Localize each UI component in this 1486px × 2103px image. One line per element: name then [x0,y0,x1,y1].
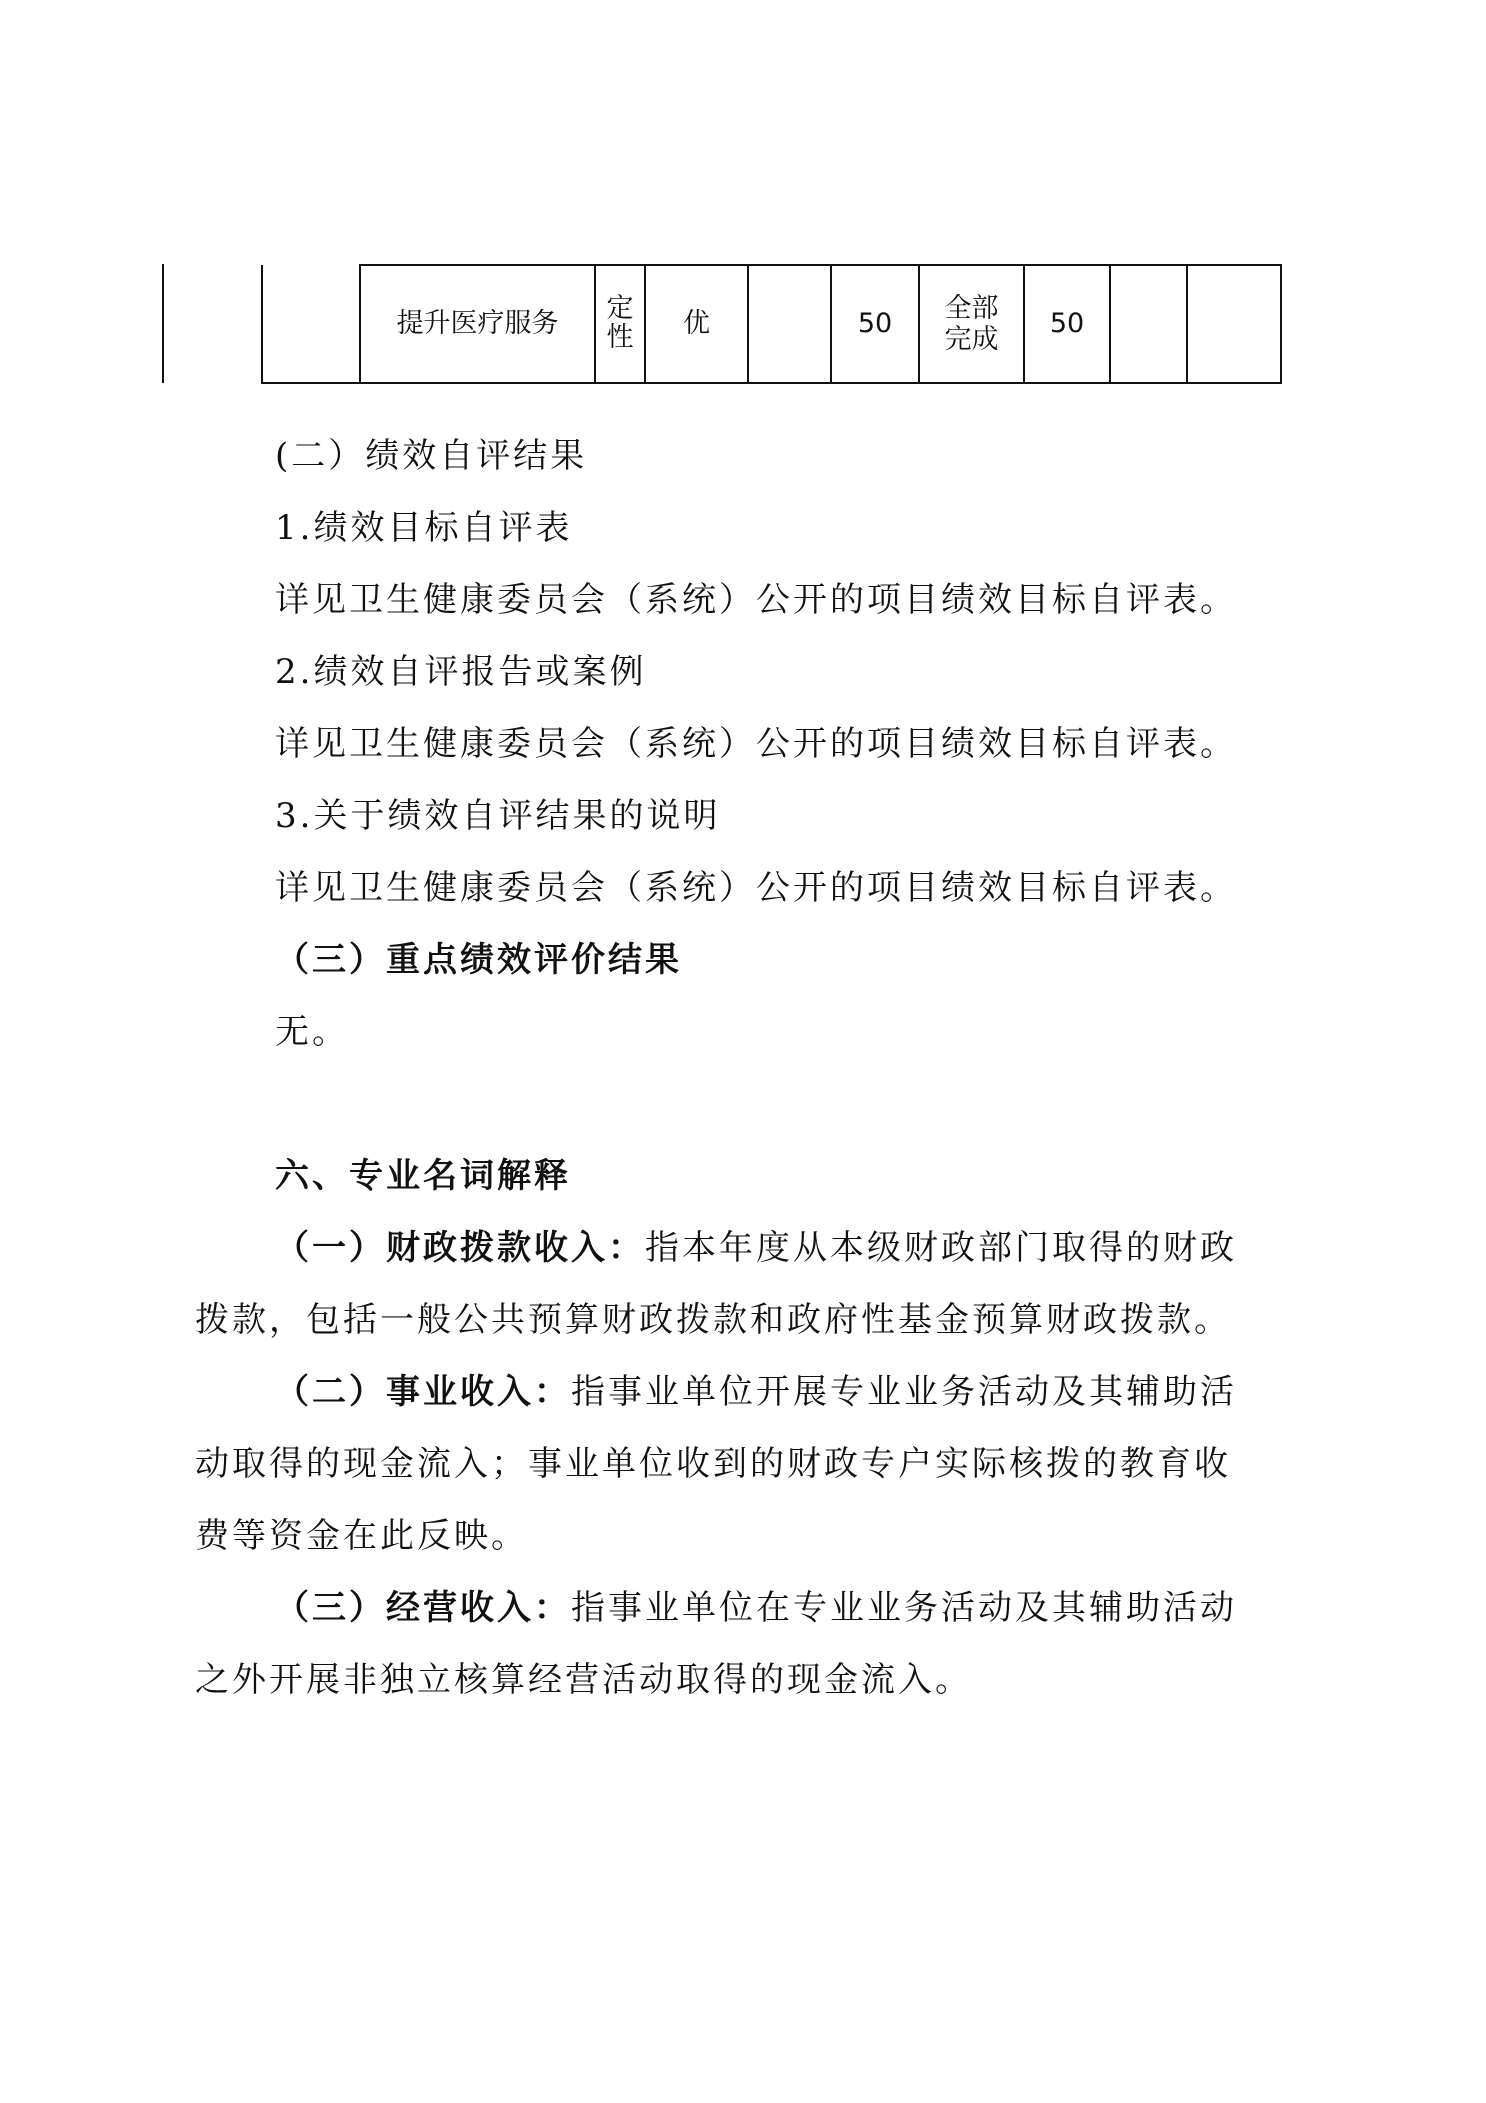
glossary-p2-term: （二）事业收入： [275,1372,571,1412]
glossary-p3-line1 [275,1586,1237,1630]
item1-body: 详见卫生健康委员会（系统）公开的项目绩效目标自评表。 [275,580,1237,620]
glossary-p3-text: 指事业单位在专业业务活动及其辅助活动 [571,1588,1237,1628]
glossary-p2-line2: 动取得的现金流入；事业单位收到的财政专户实际核拨的教育收 [195,1444,1231,1484]
glossary-p1-line1 [275,1226,1237,1270]
score-cell: 50 [1024,265,1110,383]
glossary-p2-line1 [275,1370,1237,1414]
empty-cell-2 [1110,265,1187,383]
completion-cell [919,265,1024,383]
indicator-cell: 提升医疗服务 [360,265,595,383]
glossary-p3-line2: 之外开展非独立核算经营活动取得的现金流入。 [195,1660,972,1700]
item2-title: 2.绩效自评报告或案例 [275,652,647,692]
type-text: 定 性 [606,293,634,353]
performance-table [261,264,1282,384]
table-cell-empty [262,265,360,383]
item2-body: 详见卫生健康委员会（系统）公开的项目绩效目标自评表。 [275,724,1237,764]
key-evaluation-body: 无。 [275,1012,349,1052]
results-heading: (二）绩效自评结果 [275,436,588,476]
item3-body: 详见卫生健康委员会（系统）公开的项目绩效目标自评表。 [275,868,1237,908]
glossary-p2-line3: 费等资金在此反映。 [195,1516,528,1556]
type-cell [595,265,645,383]
empty-cell [748,265,831,383]
table-row [262,265,1281,383]
completion-text: 全部 完成 [944,292,999,355]
item3-title: 3.关于绩效自评结果的说明 [275,796,721,836]
key-evaluation-heading: （三）重点绩效评价结果 [275,940,682,980]
glossary-heading: 六、专业名词解释 [275,1156,571,1196]
table-left-rule [162,264,164,383]
glossary-p3-term: （三）经营收入： [275,1588,571,1628]
target-cell: 优 [645,265,748,383]
glossary-p2-text: 指事业单位开展专业业务活动及其辅助活 [571,1372,1237,1412]
glossary-p1-text: 指本年度从本级财政部门取得的财政 [645,1228,1237,1268]
empty-cell-3 [1187,265,1281,383]
weight-cell: 50 [831,265,919,383]
glossary-p1-term: （一）财政拨款收入： [275,1228,645,1268]
glossary-p1-line2: 拨款，包括一般公共预算财政拨款和政府性基金预算财政拨款。 [195,1300,1231,1340]
item1-title: 1.绩效目标自评表 [275,508,573,548]
